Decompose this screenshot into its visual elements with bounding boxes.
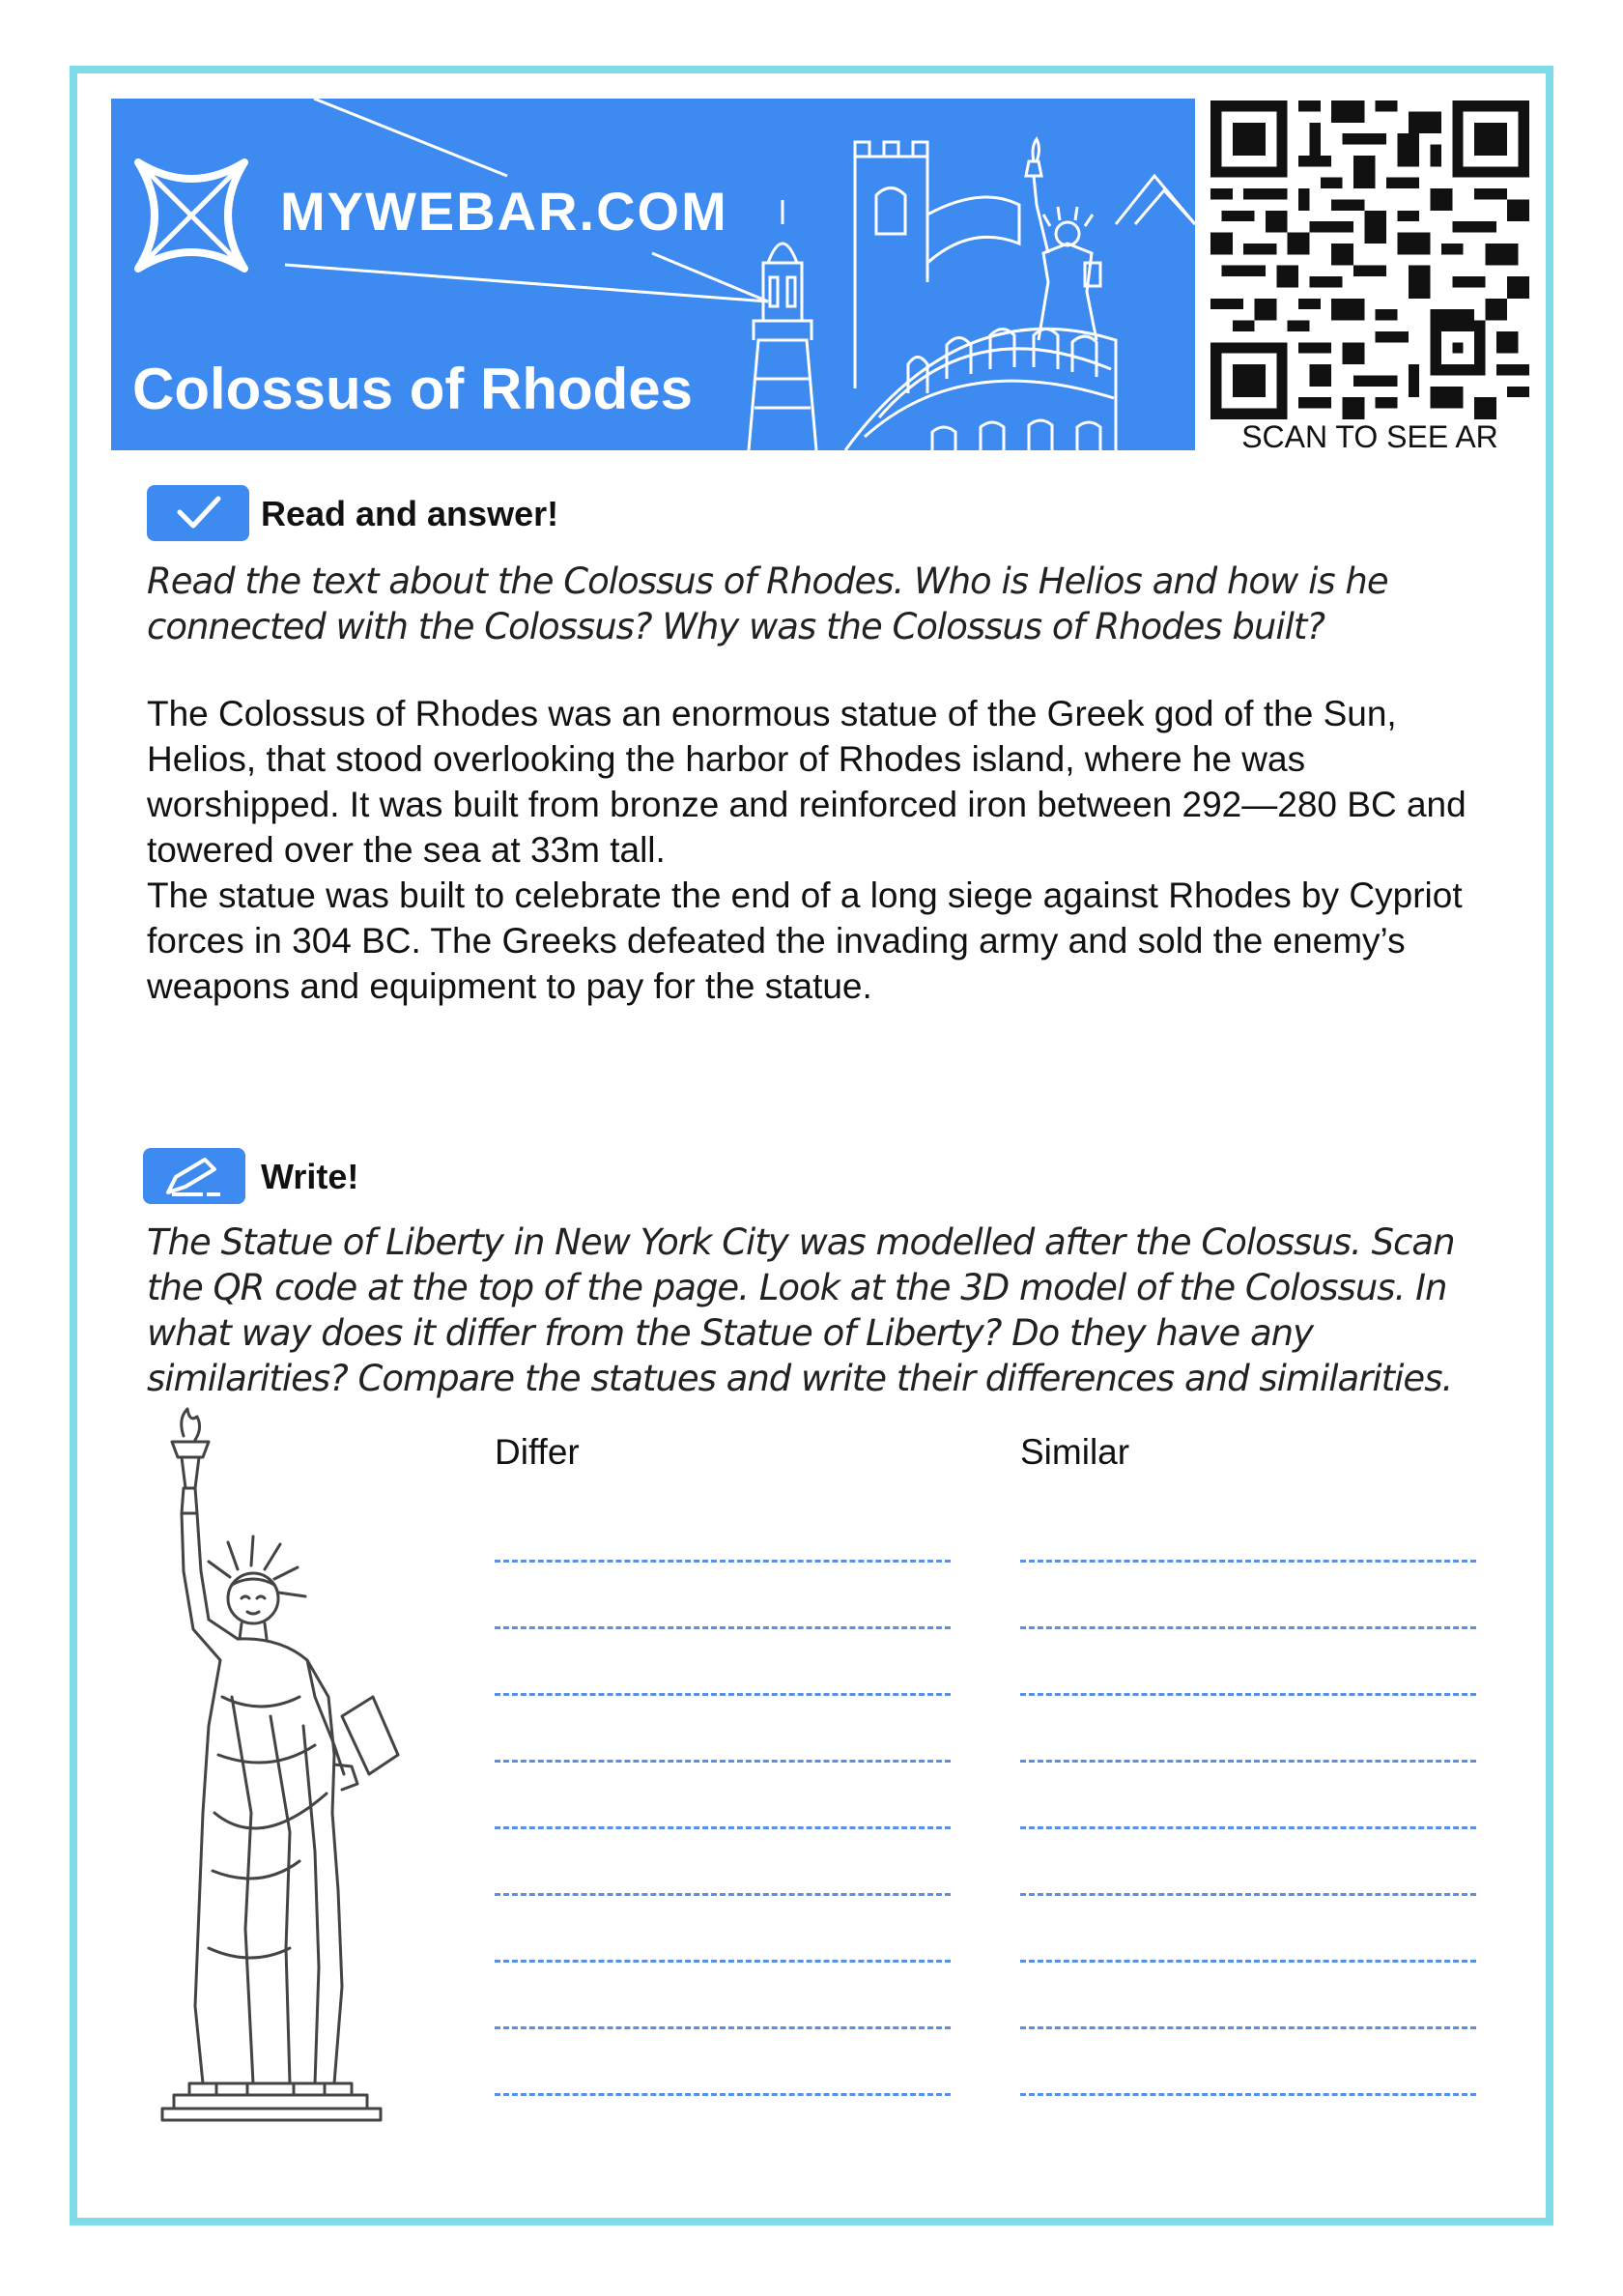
- statue-of-liberty-illustration: [145, 1407, 425, 2122]
- similar-answer-line-4[interactable]: [1020, 1760, 1476, 1763]
- differ-answer-line-5[interactable]: [495, 1826, 951, 1829]
- differ-answer-line-9[interactable]: [495, 2093, 951, 2096]
- differ-answer-line-8[interactable]: [495, 2026, 951, 2029]
- similar-answer-line-1[interactable]: [1020, 1560, 1476, 1563]
- qr-code[interactable]: [1208, 100, 1532, 419]
- differ-answer-line-7[interactable]: [495, 1960, 951, 1963]
- qr-caption: SCAN TO SEE AR: [1241, 419, 1498, 454]
- read-instruction: Read the text about the Colossus of Rhodes. Who is Helios and how is he connected with the Colossus? Why was the Colossus of Rhodes built?: [147, 560, 1388, 647]
- checkmark-icon: [147, 485, 249, 541]
- paragraph-helios: The Colossus of Rhodes was an enormous statue of the Greek god of the Sun, Helios, that stood overlooking the harbor of Rhodes island, where he was worshipped. It was built from bronze and reinforced iron between 292—280 BC and towered over the sea at 33m tall.: [147, 694, 1466, 870]
- differ-answer-line-1[interactable]: [495, 1560, 951, 1563]
- write-instruction: The Statue of Liberty in New York City was modelled after the Colossus. Scan the QR code at the top of the page. Look at the 3D model of the Colossus. In what way does it differ from the Statue of Liberty? Do they have any similarities? Compare the statues and write their differences and similarities.: [147, 1221, 1455, 1399]
- differ-answer-line-2[interactable]: [495, 1626, 951, 1629]
- brand-name: MYWEBAR.COM: [280, 181, 728, 242]
- similar-answer-line-6[interactable]: [1020, 1893, 1476, 1896]
- differ-answer-line-3[interactable]: [495, 1693, 951, 1696]
- similar-answer-line-7[interactable]: [1020, 1960, 1476, 1963]
- pen-write-icon: [143, 1148, 245, 1204]
- read-body-text: [147, 691, 1499, 1009]
- similar-answer-line-9[interactable]: [1020, 2093, 1476, 2096]
- header-banner: [111, 99, 1195, 450]
- differ-answer-line-4[interactable]: [495, 1760, 951, 1763]
- similar-answer-line-8[interactable]: [1020, 2026, 1476, 2029]
- similar-answer-line-3[interactable]: [1020, 1693, 1476, 1696]
- column-header-differ: Differ: [495, 1432, 580, 1472]
- page-title: Colossus of Rhodes: [132, 357, 694, 421]
- similar-answer-line-2[interactable]: [1020, 1626, 1476, 1629]
- read-section-heading: Read and answer!: [261, 494, 559, 533]
- logo-x-icon: [132, 157, 250, 274]
- write-section-heading: Write!: [261, 1157, 359, 1196]
- differ-answer-line-6[interactable]: [495, 1893, 951, 1896]
- column-header-similar: Similar: [1020, 1432, 1130, 1472]
- paragraph-siege: The statue was built to celebrate the end of a long siege against Rhodes by Cypriot forces in 304 BC. The Greeks defeated the invading army and sold the enemy’s weapons and equipment to pay for the statue.: [147, 875, 1463, 1006]
- landmarks-illustration: [710, 99, 1195, 450]
- similar-answer-line-5[interactable]: [1020, 1826, 1476, 1829]
